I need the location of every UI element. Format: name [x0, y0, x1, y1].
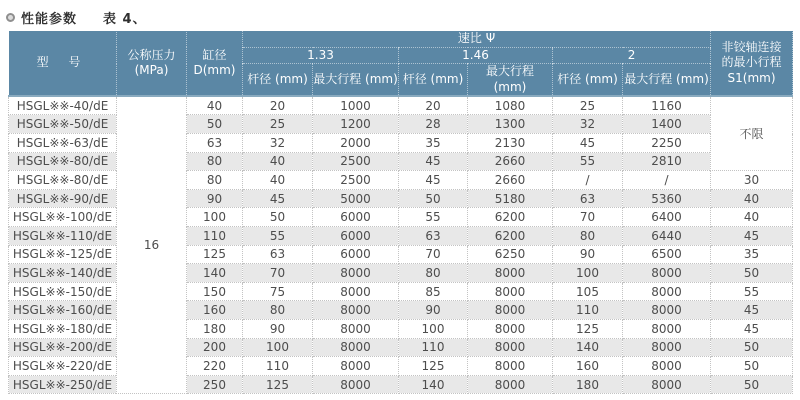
- rod-dia-146-cell: 140: [399, 375, 468, 394]
- max-stroke-133-cell: 1000: [313, 96, 399, 115]
- rod-dia-133-cell: 25: [243, 115, 313, 134]
- model-cell: HSGL※※-80/dE: [9, 152, 117, 171]
- spec-table-header: [9, 31, 793, 97]
- header-max-stroke-133: 最大行程 (mm): [313, 64, 399, 97]
- rod-dia-2-cell: 45: [553, 134, 623, 153]
- rod-dia-2-cell: 55: [553, 152, 623, 171]
- s1-cell: 50: [711, 357, 793, 376]
- max-stroke-2-cell: 8000: [623, 320, 711, 339]
- header-s1-line2: 的最小行程: [721, 55, 782, 70]
- s1-cell: 40: [711, 189, 793, 208]
- rod-dia-133-cell: 32: [243, 134, 313, 153]
- max-stroke-146-cell: 2130: [468, 134, 553, 153]
- header-pressure-line2: (MPa): [134, 63, 169, 78]
- spec-table-body: [9, 96, 793, 394]
- bore-cell: 40: [187, 96, 243, 115]
- rod-dia-146-cell: 28: [399, 115, 468, 134]
- max-stroke-146-cell: 8000: [468, 301, 553, 320]
- spec-table: [8, 30, 793, 394]
- s1-cell: 55: [711, 282, 793, 301]
- rod-dia-146-cell: 20: [399, 96, 468, 115]
- max-stroke-146-cell: 6200: [468, 227, 553, 246]
- bore-cell: 110: [187, 227, 243, 246]
- max-stroke-146-cell: 8000: [468, 338, 553, 357]
- rod-dia-146-cell: 85: [399, 282, 468, 301]
- page-header: [0, 0, 800, 26]
- model-cell: HSGL※※-125/dE: [9, 245, 117, 264]
- header-rod-dia-2: 杆径 (mm): [553, 64, 623, 97]
- header-s1: [711, 31, 793, 97]
- max-stroke-146-cell: 8000: [468, 264, 553, 283]
- pressure-value-cell: 16: [117, 96, 187, 394]
- model-cell: HSGL※※-50/dE: [9, 115, 117, 134]
- rod-dia-2-cell: 63: [553, 189, 623, 208]
- max-stroke-146-cell: 2660: [468, 152, 553, 171]
- max-stroke-133-cell: 8000: [313, 338, 399, 357]
- s1-cell: 50: [711, 264, 793, 283]
- rod-dia-2-cell: 70: [553, 208, 623, 227]
- header-rod-dia-146: 杆径 (mm): [399, 64, 468, 97]
- max-stroke-146-cell: 8000: [468, 320, 553, 339]
- model-cell: HSGL※※-150/dE: [9, 282, 117, 301]
- header-s1-line3: S1(mm): [727, 70, 776, 85]
- rod-dia-2-cell: 100: [553, 264, 623, 283]
- max-stroke-133-cell: 8000: [313, 264, 399, 283]
- rod-dia-2-cell: 32: [553, 115, 623, 134]
- rod-dia-133-cell: 80: [243, 301, 313, 320]
- max-stroke-146-cell: 6200: [468, 208, 553, 227]
- s1-cell: 50: [711, 375, 793, 394]
- rod-dia-133-cell: 20: [243, 96, 313, 115]
- max-stroke-133-cell: 2500: [313, 171, 399, 190]
- rod-dia-146-cell: 125: [399, 357, 468, 376]
- max-stroke-2-cell: 8000: [623, 357, 711, 376]
- max-stroke-146-cell: 2660: [468, 171, 553, 190]
- s1-cell: 不限: [711, 96, 793, 170]
- max-stroke-133-cell: 8000: [313, 301, 399, 320]
- max-stroke-2-cell: 2250: [623, 134, 711, 153]
- max-stroke-2-cell: 6440: [623, 227, 711, 246]
- bore-cell: 63: [187, 134, 243, 153]
- header-ratio-1-46: 1.46: [399, 47, 553, 64]
- rod-dia-133-cell: 125: [243, 375, 313, 394]
- s1-cell: 50: [711, 338, 793, 357]
- header-ratio-2: 2: [553, 47, 711, 64]
- s1-cell: 30: [711, 171, 793, 190]
- max-stroke-133-cell: 5000: [313, 189, 399, 208]
- model-cell: HSGL※※-90/dE: [9, 189, 117, 208]
- max-stroke-2-cell: 8000: [623, 264, 711, 283]
- rod-dia-146-cell: 45: [399, 152, 468, 171]
- model-cell: HSGL※※-250/dE: [9, 375, 117, 394]
- max-stroke-2-cell: 8000: [623, 375, 711, 394]
- table-number-label: 表 4、: [103, 12, 147, 27]
- max-stroke-146-cell: 1300: [468, 115, 553, 134]
- max-stroke-146-cell: 8000: [468, 357, 553, 376]
- model-cell: HSGL※※-80/dE: [9, 171, 117, 190]
- rod-dia-146-cell: 55: [399, 208, 468, 227]
- bore-cell: 50: [187, 115, 243, 134]
- bore-cell: 180: [187, 320, 243, 339]
- model-cell: HSGL※※-140/dE: [9, 264, 117, 283]
- bore-cell: 160: [187, 301, 243, 320]
- rod-dia-146-cell: 63: [399, 227, 468, 246]
- rod-dia-146-cell: 35: [399, 134, 468, 153]
- max-stroke-2-cell: 2810: [623, 152, 711, 171]
- model-cell: HSGL※※-63/dE: [9, 134, 117, 153]
- header-bore-line1: 缸径: [202, 47, 227, 62]
- rod-dia-133-cell: 70: [243, 264, 313, 283]
- rod-dia-133-cell: 90: [243, 320, 313, 339]
- bore-cell: 100: [187, 208, 243, 227]
- max-stroke-133-cell: 2500: [313, 152, 399, 171]
- max-stroke-2-cell: /: [623, 171, 711, 190]
- bore-cell: 140: [187, 264, 243, 283]
- model-cell: HSGL※※-100/dE: [9, 208, 117, 227]
- rod-dia-133-cell: 50: [243, 208, 313, 227]
- bore-cell: 80: [187, 171, 243, 190]
- header-ratio-1-33: 1.33: [243, 47, 399, 64]
- header-max-stroke-146: 最大行程 (mm): [468, 64, 553, 97]
- rod-dia-146-cell: 90: [399, 301, 468, 320]
- header-bore: [187, 31, 243, 97]
- rod-dia-133-cell: 100: [243, 338, 313, 357]
- max-stroke-146-cell: 8000: [468, 282, 553, 301]
- max-stroke-2-cell: 6500: [623, 245, 711, 264]
- model-cell: HSGL※※-180/dE: [9, 320, 117, 339]
- rod-dia-2-cell: 105: [553, 282, 623, 301]
- max-stroke-2-cell: 1400: [623, 115, 711, 134]
- max-stroke-133-cell: 8000: [313, 375, 399, 394]
- bore-cell: 80: [187, 152, 243, 171]
- bore-cell: 250: [187, 375, 243, 394]
- header-speed-ratio: 速比 Ψ: [243, 31, 711, 48]
- table-row: [9, 96, 793, 115]
- s1-cell: 40: [711, 208, 793, 227]
- model-cell: HSGL※※-110/dE: [9, 227, 117, 246]
- max-stroke-133-cell: 1200: [313, 115, 399, 134]
- max-stroke-133-cell: 6000: [313, 227, 399, 246]
- bore-cell: 220: [187, 357, 243, 376]
- rod-dia-2-cell: 125: [553, 320, 623, 339]
- max-stroke-146-cell: 1080: [468, 96, 553, 115]
- rod-dia-146-cell: 100: [399, 320, 468, 339]
- circle-bullet-icon: [6, 13, 15, 22]
- max-stroke-133-cell: 8000: [313, 282, 399, 301]
- rod-dia-2-cell: 140: [553, 338, 623, 357]
- s1-cell: 45: [711, 320, 793, 339]
- s1-cell: 45: [711, 227, 793, 246]
- bore-cell: 90: [187, 189, 243, 208]
- rod-dia-133-cell: 55: [243, 227, 313, 246]
- header-pressure-line1: 公称压力: [127, 47, 176, 62]
- rod-dia-2-cell: 110: [553, 301, 623, 320]
- s1-cell: 45: [711, 301, 793, 320]
- max-stroke-146-cell: 6250: [468, 245, 553, 264]
- header-bore-line2: D(mm): [193, 63, 236, 78]
- max-stroke-133-cell: 8000: [313, 320, 399, 339]
- max-stroke-2-cell: 8000: [623, 338, 711, 357]
- rod-dia-146-cell: 70: [399, 245, 468, 264]
- bore-cell: 150: [187, 282, 243, 301]
- header-model: 型 号: [9, 31, 117, 97]
- max-stroke-133-cell: 6000: [313, 245, 399, 264]
- rod-dia-133-cell: 63: [243, 245, 313, 264]
- rod-dia-133-cell: 40: [243, 171, 313, 190]
- rod-dia-146-cell: 80: [399, 264, 468, 283]
- max-stroke-146-cell: 5180: [468, 189, 553, 208]
- max-stroke-146-cell: 8000: [468, 375, 553, 394]
- rod-dia-146-cell: 45: [399, 171, 468, 190]
- max-stroke-2-cell: 5360: [623, 189, 711, 208]
- max-stroke-133-cell: 8000: [313, 357, 399, 376]
- model-cell: HSGL※※-220/dE: [9, 357, 117, 376]
- rod-dia-146-cell: 110: [399, 338, 468, 357]
- model-cell: HSGL※※-200/dE: [9, 338, 117, 357]
- rod-dia-133-cell: 75: [243, 282, 313, 301]
- rod-dia-133-cell: 45: [243, 189, 313, 208]
- max-stroke-2-cell: 8000: [623, 301, 711, 320]
- header-pressure: [117, 31, 187, 97]
- rod-dia-2-cell: 90: [553, 245, 623, 264]
- s1-cell: 35: [711, 245, 793, 264]
- max-stroke-2-cell: 6400: [623, 208, 711, 227]
- model-cell: HSGL※※-160/dE: [9, 301, 117, 320]
- header-max-stroke-2: 最大行程 (mm): [623, 64, 711, 97]
- bore-cell: 125: [187, 245, 243, 264]
- rod-dia-2-cell: /: [553, 171, 623, 190]
- rod-dia-2-cell: 80: [553, 227, 623, 246]
- rod-dia-2-cell: 160: [553, 357, 623, 376]
- bore-cell: 200: [187, 338, 243, 357]
- rod-dia-133-cell: 40: [243, 152, 313, 171]
- model-cell: HSGL※※-40/dE: [9, 96, 117, 115]
- rod-dia-133-cell: 110: [243, 357, 313, 376]
- max-stroke-133-cell: 2000: [313, 134, 399, 153]
- rod-dia-2-cell: 25: [553, 96, 623, 115]
- header-rod-dia-133: 杆径 (mm): [243, 64, 313, 97]
- max-stroke-2-cell: 1160: [623, 96, 711, 115]
- max-stroke-133-cell: 6000: [313, 208, 399, 227]
- page-title: 性能参数: [21, 12, 78, 27]
- max-stroke-2-cell: 8000: [623, 282, 711, 301]
- rod-dia-2-cell: 180: [553, 375, 623, 394]
- rod-dia-146-cell: 50: [399, 189, 468, 208]
- header-s1-line1: 非铰轴连接: [721, 39, 782, 54]
